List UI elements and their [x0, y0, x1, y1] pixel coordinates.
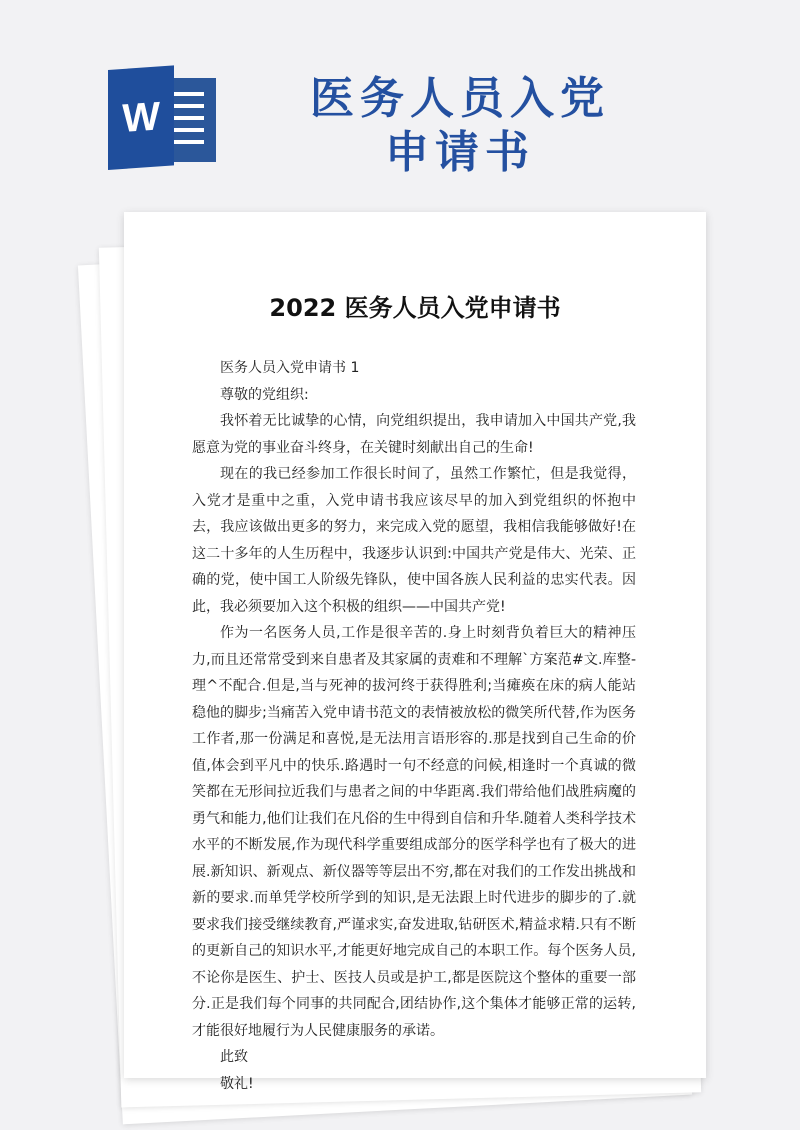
- body-paragraph: 现在的我已经参加工作很长时间了，虽然工作繁忙，但是我觉得，入党才是重中之重，入党申请书我应该尽早的加入到党组织的怀抱中去，我应该做出更多的努力，来完成入党的愿望，我相信我能够做好!在这二十多年的人生历程中，我逐步认识到:中国共产党是伟大、光荣、正确的党，使中国工人阶级先锋队，使中国各族人民利益的忠实代表。因此，我必须要加入这个积极的组织——中国共产党!: [192, 466, 636, 615]
- word-icon-letter: W: [108, 65, 174, 170]
- document-subtitle: 医务人员入党申请书 1: [220, 360, 360, 376]
- page-title: [290, 72, 630, 180]
- body-paragraph: 我怀着无比诚挚的心情，向党组织提出，我申请加入中国共产党,我愿意为党的事业奋斗终身，在关键时刻献出自己的生命!: [192, 413, 636, 456]
- page-title-line2: 申请书: [385, 127, 535, 178]
- word-document-icon: [108, 70, 216, 170]
- closing-line: 此致: [220, 1049, 248, 1065]
- page-title-line1: 医务人员入党: [310, 73, 610, 124]
- closing-line: 敬礼!: [220, 1075, 254, 1092]
- document-page: [124, 212, 706, 1092]
- header: [0, 0, 800, 200]
- document-body: [192, 355, 636, 1097]
- body-paragraph: 作为一名医务人员,工作是很辛苦的.身上时刻背负着巨大的精神压力,而且还常常受到来自患者及其家属的责难和不理解`方案范#文.库整-理^不配合.但是,当与死神的拔河终于获得胜利;当瘫痪在床的病人能站稳他的脚步;当痛苦入党申请书范文的表情被放松的微笑所代替,作为医务工作者,那一份满足和喜悦,是无法用言语形容的.那是找到自己生命的价值,体会到平凡中的快乐.路遇时一句不经意的问候,相逢时一个真诚的微笑都在无形间拉近我们与患者之间的中华距离.我们带给他们战胜病魔的勇气和能力,他们让我们在凡俗的生中得到自信和升华.随着人类科学技术水平的不断发展,作为现代科学重要组成部分的医学科学也有了极大的进展.新知识、新观点、新仪器等等层出不穷,都在对我们的工作发出挑战和新的要求.而单凭学校所学到的知识,是无法跟上时代进步的脚步的了.就要求我们接受继续教育,严谨求实,奋发进取,钻研医术,精益求精.只有不断的更新自己的知识水平,才能更好地完成自己的本职工作。每个医务人员,不论你是医生、护士、医技人员或是护工,都是医院这个整体的重要一部分.正是我们每个同事的共同配合,团结协作,这个集体才能够正常的运转,才能很好地履行为人民健康服务的承诺。: [192, 625, 636, 1039]
- greeting: 尊敬的党组织:: [220, 386, 309, 403]
- document-title: 2022 医务人员入党申请书: [269, 294, 561, 322]
